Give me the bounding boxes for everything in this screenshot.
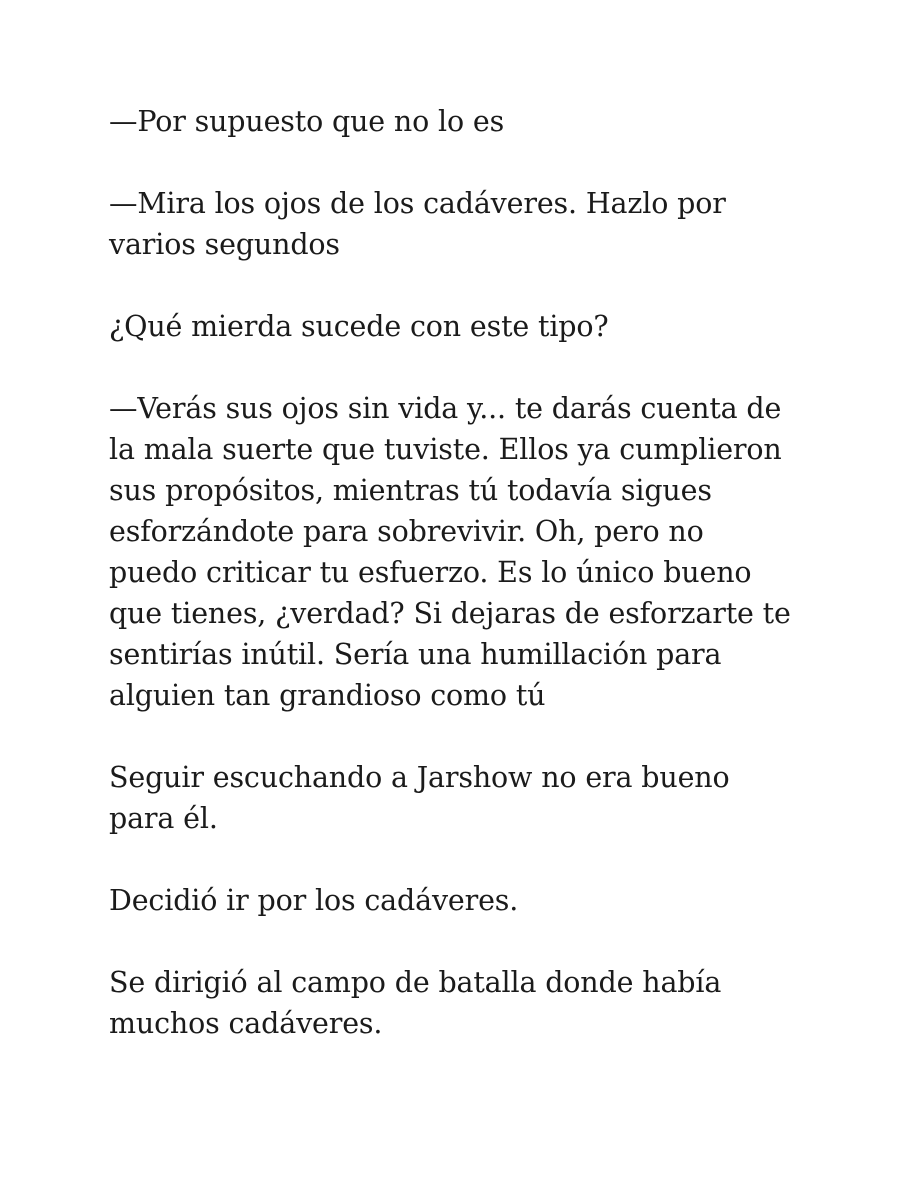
paragraph-narration-1: Seguir escuchando a Jarshow no era bueno para él. — [109, 761, 730, 835]
paragraph-narration-3: Se dirigió al campo de batalla donde había muchos cadáveres. — [109, 966, 722, 1040]
paragraph-dialogue-3: —Verás sus ojos sin vida y... te darás cuenta de la mala suerte que tuviste. Ellos ya cumplieron sus propósitos, mientras tú todavía sigues esforzándote para sobrevivir. Oh, pero no puedo criticar tu esfuerzo. Es lo único bueno que tienes, ¿verdad? Si dejaras de esforzarte te sentirías inútil. Sería una humillación para alguien tan grandioso como tú — [109, 392, 791, 712]
paragraph-dialogue-1: —Por supuesto que no lo es — [109, 105, 505, 138]
paragraph-thought: ¿Qué mierda sucede con este tipo? — [109, 310, 609, 343]
paragraph-narration-2: Decidió ir por los cadáveres. — [109, 884, 519, 917]
paragraph-dialogue-2: —Mira los ojos de los cadáveres. Hazlo por varios segundos — [109, 187, 726, 261]
